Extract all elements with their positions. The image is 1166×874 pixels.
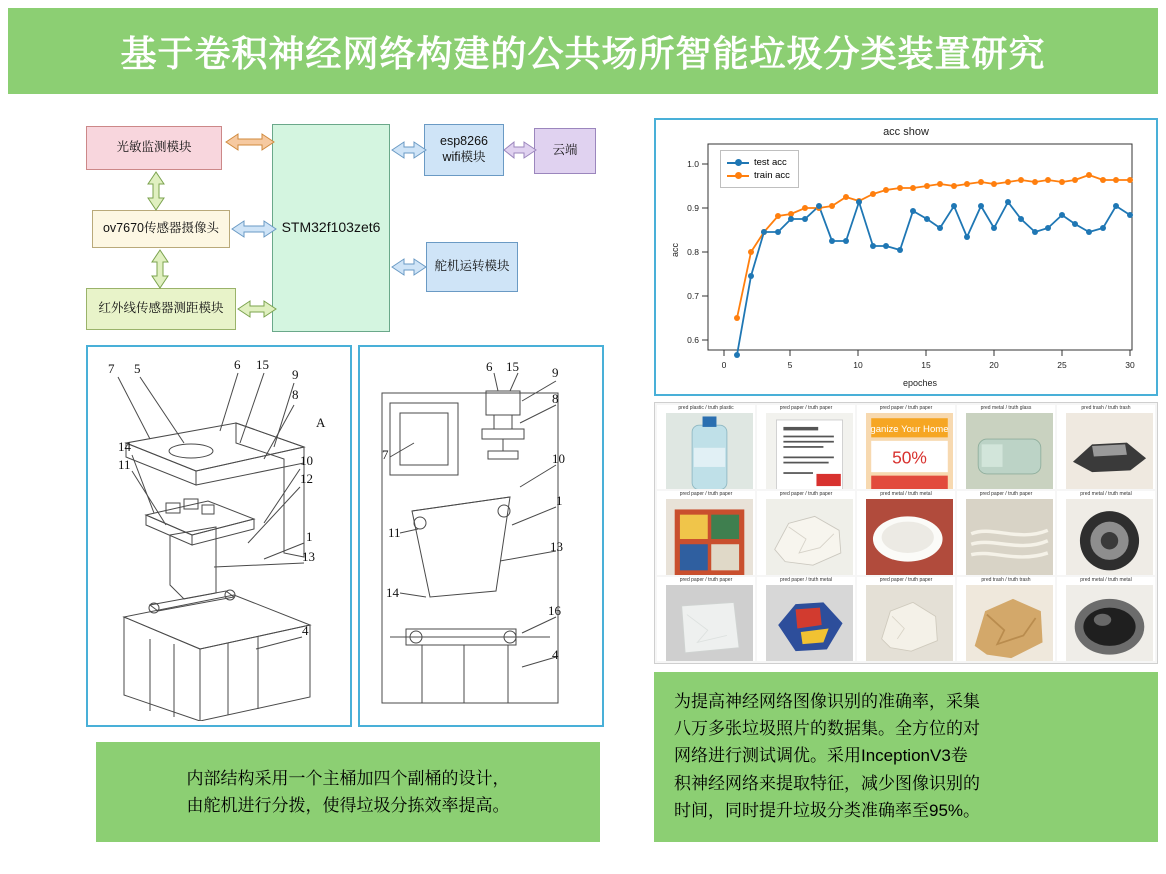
sample-image-metal-tray — [1066, 585, 1153, 660]
svg-text:ganize Your Home: ganize Your Home — [870, 423, 949, 435]
svg-text:50%: 50% — [892, 446, 927, 467]
sample-image-cardboard — [966, 585, 1053, 660]
caption-right-line3: 网络进行测试调优。采用InceptionV3卷 — [674, 746, 968, 766]
svg-text:4: 4 — [302, 623, 309, 638]
svg-text:10: 10 — [853, 360, 863, 370]
sample-caption: pred paper / truth metal — [780, 577, 832, 583]
sample-caption: pred paper / truth paper — [679, 491, 733, 497]
sample-caption: pred paper / truth paper — [779, 491, 833, 497]
page-title: 基于卷积神经网络构建的公共场所智能垃圾分类装置研究 — [120, 32, 1046, 74]
svg-text:1.0: 1.0 — [687, 159, 699, 169]
sample-image-paper-document — [766, 413, 853, 488]
wifi-module-line2: wifi模块 — [442, 150, 486, 164]
caption-right-line2: 八万多张垃圾照片的数据集。全方位的对 — [674, 719, 980, 739]
svg-text:11: 11 — [388, 525, 401, 540]
sample-image-wrapper-trash — [1066, 413, 1153, 488]
svg-text:15: 15 — [256, 357, 269, 372]
svg-text:4: 4 — [552, 647, 559, 662]
sample-image-shredded-paper — [966, 499, 1053, 574]
svg-text:0.6: 0.6 — [687, 335, 699, 345]
block-light-sensor-module: 光敏监测模块 — [86, 126, 222, 170]
caption-right-line4: 积神经网络来提取特征，减少图像识别的 — [674, 773, 980, 793]
prediction-samples-grid — [654, 402, 1158, 664]
block-servo-module: 舵机运转模块 — [426, 242, 518, 292]
sample-image-metal-ring — [1066, 499, 1153, 574]
sample-cell — [857, 577, 955, 661]
sample-cell — [857, 405, 955, 489]
sample-caption: pred paper / truth paper — [779, 405, 833, 411]
svg-text:6: 6 — [486, 359, 493, 374]
svg-text:7: 7 — [382, 447, 389, 462]
sample-caption: pred trash / truth trash — [1081, 405, 1131, 411]
block-infrared-distance-module: 红外线传感器测距模块 — [86, 288, 236, 330]
svg-text:16: 16 — [548, 603, 561, 618]
svg-text:A: A — [316, 415, 326, 430]
svg-text:14: 14 — [386, 585, 399, 600]
mechanical-drawing-isometric — [86, 345, 352, 727]
sample-caption: pred metal / truth metal — [880, 491, 932, 497]
svg-text:8: 8 — [552, 391, 559, 406]
sample-cell — [657, 577, 755, 661]
sample-cell — [657, 405, 755, 489]
wifi-module-line1: esp8266 — [440, 134, 488, 149]
caption-left-line1: 内部结构采用一个主桶加四个副桶的设计， — [186, 768, 510, 788]
sample-image-stone-paper — [866, 585, 953, 660]
legend-marker-train-acc — [727, 175, 749, 177]
svg-text:13: 13 — [302, 549, 315, 564]
sample-image-plastic-bag — [666, 585, 753, 660]
legend-item-train-acc — [727, 170, 790, 181]
svg-text:0.7: 0.7 — [687, 291, 699, 301]
system-block-diagram — [86, 118, 626, 330]
accuracy-chart-panel — [654, 118, 1158, 396]
block-mcu: STM32f103zet6 — [272, 124, 390, 332]
svg-text:25: 25 — [1057, 360, 1067, 370]
svg-text:20: 20 — [989, 360, 999, 370]
block-camera-module: ov7670传感器摄像头 — [92, 210, 230, 248]
svg-text:0: 0 — [721, 360, 727, 370]
legend-marker-test-acc — [727, 162, 749, 164]
svg-text:10: 10 — [552, 451, 565, 466]
legend-label-train-acc: train acc — [754, 170, 790, 181]
caption-right-line1: 为提高神经网络图像识别的准确率，采集 — [674, 692, 980, 711]
sample-caption: pred paper / truth paper — [879, 405, 933, 411]
svg-text:11: 11 — [118, 457, 131, 472]
svg-text:14: 14 — [118, 439, 131, 454]
legend-label-test-acc: test acc — [754, 157, 787, 168]
svg-text:9: 9 — [292, 367, 299, 382]
svg-text:0.9: 0.9 — [687, 203, 699, 213]
chart-legend — [720, 150, 799, 188]
svg-text:9: 9 — [552, 365, 559, 380]
sample-image-plastic-bottle — [666, 413, 753, 488]
svg-text:0.8: 0.8 — [687, 247, 699, 257]
svg-text:epoches: epoches — [902, 378, 938, 388]
svg-text:acc: acc — [670, 242, 680, 258]
sample-caption: pred paper / truth paper — [879, 577, 933, 583]
sample-cell — [957, 577, 1055, 661]
sample-caption: pred paper / truth paper — [679, 577, 733, 583]
title-banner — [8, 8, 1158, 94]
svg-text:30: 30 — [1125, 360, 1135, 370]
sample-image-crumpled-paper — [766, 499, 853, 574]
sample-cell — [1057, 491, 1155, 575]
svg-text:15: 15 — [921, 360, 931, 370]
caption-left-line2: 由舵机进行分拨，使得垃圾分拣效率提高。 — [186, 796, 510, 815]
svg-text:6: 6 — [234, 357, 241, 372]
caption-left — [96, 742, 600, 842]
svg-text:5: 5 — [134, 361, 141, 376]
sample-cell — [757, 491, 855, 575]
svg-text:12: 12 — [300, 471, 313, 486]
block-cloud: 云端 — [534, 128, 596, 174]
sample-cell — [757, 577, 855, 661]
sample-cell — [1057, 577, 1155, 661]
sample-cell — [957, 491, 1055, 575]
svg-text:8: 8 — [292, 387, 299, 402]
legend-item-test-acc — [727, 157, 790, 168]
sample-image-advertisement-flyer — [866, 413, 953, 488]
sample-image-foil-package — [766, 585, 853, 660]
block-diagram-arrows — [86, 118, 626, 330]
svg-text:1: 1 — [306, 529, 313, 544]
svg-text:5: 5 — [787, 360, 793, 370]
svg-text:15: 15 — [506, 359, 519, 374]
sample-image-glass-jar — [966, 413, 1053, 488]
chart-title: acc show — [883, 126, 929, 138]
mechanical-drawing-section — [358, 345, 604, 727]
sample-cell — [957, 405, 1055, 489]
caption-right — [654, 672, 1158, 842]
svg-text:7: 7 — [108, 361, 115, 376]
svg-text:10: 10 — [300, 453, 313, 468]
sample-image-magazine — [666, 499, 753, 574]
sample-caption: pred plastic / truth plastic — [678, 405, 734, 411]
sample-cell — [857, 491, 955, 575]
sample-caption: pred paper / truth paper — [979, 491, 1033, 497]
sample-caption: pred trash / truth trash — [981, 577, 1031, 583]
svg-text:13: 13 — [550, 539, 563, 554]
sample-caption: pred metal / truth glass — [980, 405, 1032, 411]
sample-caption: pred metal / truth metal — [1080, 577, 1132, 583]
sample-cell — [657, 491, 755, 575]
svg-text:1: 1 — [556, 493, 563, 508]
caption-right-line5: 时间，同时提升垃圾分类准确率至95%。 — [674, 800, 981, 820]
sample-image-white-pan — [866, 499, 953, 574]
sample-cell — [1057, 405, 1155, 489]
sample-caption: pred metal / truth metal — [1080, 491, 1132, 497]
sample-cell — [757, 405, 855, 489]
